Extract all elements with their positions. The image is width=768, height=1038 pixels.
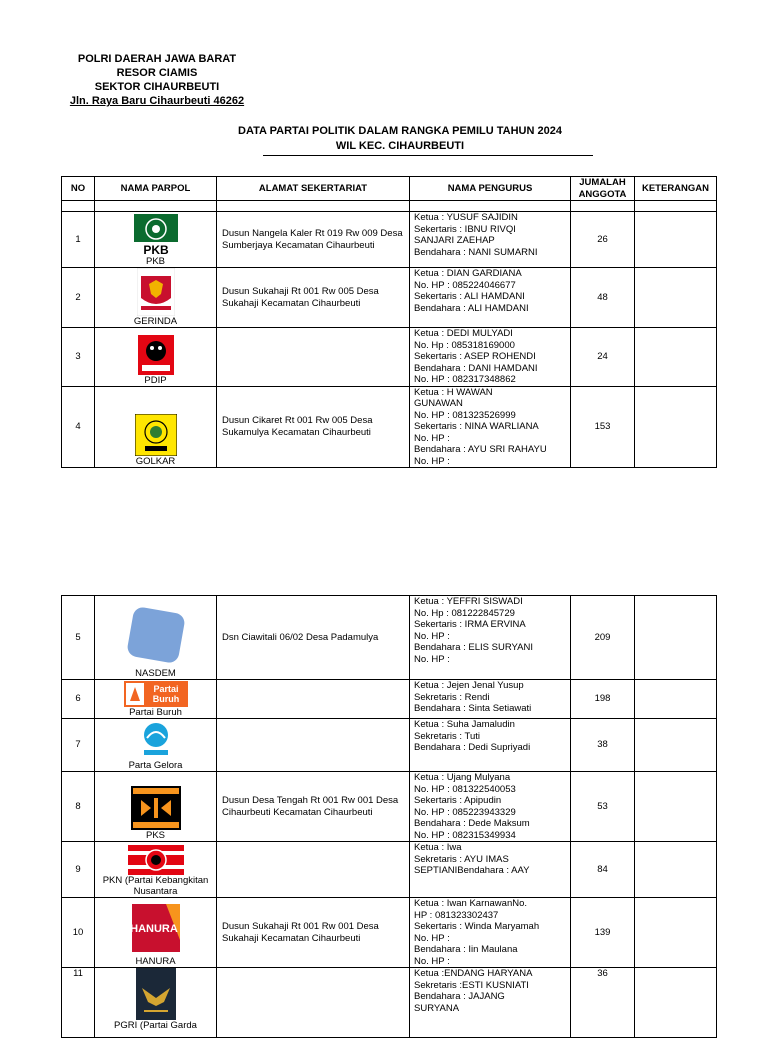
pengurus-line: Sekretaris : Tuti (414, 730, 480, 742)
row-party (95, 719, 217, 772)
svg-text:HANURA: HANURA (129, 923, 178, 935)
table-spacer-row (62, 201, 717, 212)
row-alamat: Dusun Cikaret Rt 001 Rw 005 Desa Sukamulya Kecamatan Cihaurbeuti (217, 386, 410, 468)
row-alamat: Dusun Nangela Kaler Rt 019 Rw 009 Desa Sumberjaya Kecamatan Cihaurbeuti (217, 212, 410, 268)
pengurus-line: Bendahara : NANI SUMARNI (414, 246, 538, 258)
letterhead-line2: RESOR CIAMIS (116, 67, 198, 79)
pengurus-line: No. HP : (414, 653, 450, 665)
row-keterangan (635, 719, 717, 772)
pengurus-line: No. HP : (414, 432, 450, 444)
pengurus-line: Bendahara : Iin Maulana (414, 944, 518, 955)
row-pengurus (410, 842, 571, 898)
party-name: NASDEM (135, 668, 176, 679)
row-jumlah: 53 (571, 772, 635, 842)
party-name: Parta Gelora (128, 760, 183, 771)
row-party (95, 386, 217, 468)
party-name: PGRI (Partai Garda (114, 1020, 197, 1031)
row-pengurus (410, 328, 571, 387)
party-name: PKS (145, 830, 165, 841)
row-jumlah: 48 (571, 268, 635, 328)
svg-text:PKB: PKB (142, 243, 169, 256)
pengurus-line: Ketua : YEFFRI SISWADI (414, 596, 523, 607)
party-name: PDIP (144, 374, 167, 386)
row-pengurus (410, 719, 571, 772)
col-pengurus-header: NAMA PENGURUS (410, 177, 571, 201)
row-alamat: Dusun Sukahaji Rt 001 Rw 005 Desa Sukahaji Kecamatan Cihaurbeuti (217, 268, 410, 328)
pengurus-line: No. HP : (414, 932, 450, 944)
row-alamat (217, 719, 410, 772)
pengurus-line: Ketua : Suha Jamaludin (414, 719, 515, 730)
pengurus-line: Ketua :ENDANG HARYANA (414, 968, 533, 979)
pengurus-line: Bendahara : Dedi Supriyadi (414, 742, 531, 753)
party-name: HANURA (135, 956, 176, 967)
row-keterangan (635, 898, 717, 968)
row-party (95, 328, 217, 387)
row-alamat: Dusun Sukahaji Rt 001 Rw 001 Desa Sukahaji Kecamatan Cihaurbeuti (217, 898, 410, 968)
row-keterangan (635, 328, 717, 387)
pengurus-line: Bendahara : Dede Maksum (414, 818, 530, 829)
party-name: Partai Buruh (129, 707, 182, 718)
party-table-1 (61, 176, 717, 468)
letterhead (62, 52, 252, 108)
pdip-logo-icon (138, 335, 174, 375)
table-header-row (62, 177, 717, 201)
pengurus-line: Sekertaris : Apipudin (414, 795, 502, 806)
row-jumlah: 36 (571, 968, 635, 1038)
nasdem-logo-icon (124, 606, 188, 668)
party-name: GOLKAR (135, 456, 176, 467)
pengurus-line: Sekertaris : Winda Maryamah (414, 921, 540, 932)
col-jumlah-line1: JUMALAH (579, 177, 626, 188)
row-no: 9 (62, 842, 95, 898)
row-party (95, 772, 217, 842)
table-row (62, 680, 717, 719)
buruh-logo-icon (124, 681, 188, 707)
hanura-logo-icon (130, 900, 182, 956)
table-row (62, 968, 717, 1038)
pengurus-line: Sekertaris : NINA WARLIANA (414, 421, 539, 432)
title-line1: DATA PARTAI POLITIK DALAM RANGKA PEMILU TAHUN 2024 (238, 125, 562, 137)
pengurus-line: SEPTIANIBendahara : AAY (414, 865, 530, 876)
row-jumlah: 26 (571, 212, 635, 268)
col-ket-header: KETERANGAN (635, 177, 717, 201)
svg-text:Buruh: Buruh (152, 694, 179, 704)
col-jumlah-line2: ANGGOTA (578, 188, 627, 200)
pengurus-line: Sekertaris : ASEP ROHENDI (414, 351, 536, 362)
pengurus-line: No. HP : 085223943329 (414, 806, 516, 818)
row-alamat (217, 680, 410, 719)
row-alamat (217, 842, 410, 898)
row-no: 7 (62, 719, 95, 772)
party-name: PKB (145, 256, 165, 267)
gelora-logo-icon (141, 720, 171, 760)
golkar-logo-icon (135, 414, 177, 456)
pengurus-line: Bendahara : ALI HAMDANI (414, 302, 529, 314)
pengurus-line: Ketua : Ujang Mulyana (414, 772, 511, 783)
table-row (62, 898, 717, 968)
row-keterangan (635, 268, 717, 328)
pks-logo-icon (131, 786, 181, 830)
pengurus-line: No. HP : (414, 630, 450, 642)
pengurus-line: Bendahara : JAJANG (414, 991, 505, 1002)
pengurus-line: SANJARI ZAEHAP (414, 235, 495, 246)
row-jumlah: 38 (571, 719, 635, 772)
col-jumlah-header (571, 177, 635, 201)
document-title (200, 124, 600, 154)
row-no: 10 (62, 898, 95, 968)
party-name: GERINDA (133, 316, 178, 327)
table-row (62, 596, 717, 680)
pengurus-line: Bendahara : Sinta Setiawati (414, 703, 532, 714)
row-pengurus (410, 680, 571, 719)
pkb-logo-icon (134, 214, 178, 256)
row-no: 11 (62, 968, 95, 1038)
row-no: 6 (62, 680, 95, 719)
row-no: 4 (62, 386, 95, 468)
row-alamat (217, 328, 410, 387)
row-no: 2 (62, 268, 95, 328)
col-no-header: NO (62, 177, 95, 201)
title-underline (263, 155, 593, 156)
letterhead-line3: SEKTOR CIHAURBEUTI (94, 81, 220, 93)
row-pengurus (410, 386, 571, 468)
row-jumlah: 209 (571, 596, 635, 680)
pengurus-line: Ketua : H WAWAN (414, 386, 493, 398)
pengurus-line: No. HP : 085224046677 (414, 279, 516, 291)
table-row (62, 328, 717, 387)
row-pengurus (410, 898, 571, 968)
row-party (95, 842, 217, 898)
row-no: 3 (62, 328, 95, 387)
row-no: 8 (62, 772, 95, 842)
row-no: 1 (62, 212, 95, 268)
pengurus-line: Sekretaris : Rendi (414, 691, 490, 703)
row-party (95, 268, 217, 328)
row-party (95, 212, 217, 268)
table-row (62, 268, 717, 328)
table-row (62, 386, 717, 468)
pengurus-line: SURYANA (414, 1002, 460, 1014)
row-pengurus (410, 268, 571, 328)
pengurus-line: No. HP : (414, 955, 450, 967)
pengurus-line: Ketua : Iwan KarnawanNo. (414, 898, 528, 909)
row-party (95, 898, 217, 968)
row-alamat: Dsn Ciawitali 06/02 Desa Padamulya (217, 596, 410, 680)
table-row (62, 212, 717, 268)
pengurus-line: No. Hp : 085318169000 (414, 339, 515, 351)
pengurus-line: Bendahara : DANI HAMDANI (414, 362, 538, 374)
row-jumlah: 84 (571, 842, 635, 898)
pengurus-line: Sekretaris :ESTI KUSNIATI (414, 979, 529, 991)
col-nama-header: NAMA PARPOL (95, 177, 217, 201)
row-pengurus (410, 212, 571, 268)
col-alamat-header: ALAMAT SEKERTARIAT (217, 177, 410, 201)
letterhead-address: Jln. Raya Baru Cihaurbeuti 46262 (69, 95, 245, 107)
row-alamat (217, 968, 410, 1038)
party-name: PKN (Partai Kebangkitan Nusantara (102, 875, 209, 897)
table-row (62, 772, 717, 842)
row-keterangan (635, 680, 717, 719)
svg-text:Partai: Partai (152, 684, 179, 694)
letterhead-line1: POLRI DAERAH JAWA BARAT (77, 53, 237, 65)
garuda-logo-icon (136, 968, 176, 1020)
pengurus-line: Ketua : DIAN GARDIANA (414, 268, 522, 279)
table-row (62, 842, 717, 898)
pengurus-line: Bendahara : AYU SRI RAHAYU (414, 444, 547, 455)
row-jumlah: 153 (571, 386, 635, 468)
party-table-2 (61, 595, 717, 1038)
row-pengurus (410, 772, 571, 842)
row-pengurus (410, 968, 571, 1038)
pengurus-line: Bendahara : ELIS SURYANI (414, 642, 533, 653)
row-keterangan (635, 968, 717, 1038)
row-jumlah: 198 (571, 680, 635, 719)
row-jumlah: 24 (571, 328, 635, 387)
row-no: 5 (62, 596, 95, 680)
pengurus-line: Sekertaris : IRMA ERVINA (414, 619, 526, 630)
gerindra-logo-icon (137, 268, 175, 316)
pengurus-line: Ketua : DEDI MULYADI (414, 328, 513, 339)
pkn-logo-icon (128, 845, 184, 875)
pengurus-line: No. HP : 082315349934 (414, 829, 516, 841)
pengurus-line: Sekretaris : AYU IMAS (414, 853, 509, 865)
pengurus-line: No. HP : 081323526999 (414, 409, 516, 421)
row-jumlah: 139 (571, 898, 635, 968)
row-keterangan (635, 772, 717, 842)
pengurus-line: Ketua : Jejen Jenal Yusup (414, 680, 524, 691)
row-keterangan (635, 596, 717, 680)
pengurus-line: Sekertaris : ALI HAMDANI (414, 291, 525, 302)
pengurus-line: No. HP : 081322540053 (414, 783, 516, 795)
pengurus-line: Ketua : Iwa (414, 842, 462, 853)
pengurus-line: HP : 081323302437 (414, 909, 499, 921)
pengurus-line: Sekertaris : IBNU RIVQI (414, 223, 516, 235)
row-keterangan (635, 386, 717, 468)
pengurus-line: No. HP : (414, 455, 450, 467)
row-party (95, 680, 217, 719)
title-line2: WIL KEC. CIHAURBEUTI (335, 140, 465, 152)
row-pengurus (410, 596, 571, 680)
row-keterangan (635, 212, 717, 268)
row-alamat: Dusun Desa Tengah Rt 001 Rw 001 Desa Cihaurbeuti Kecamatan Cihaurbeuti (217, 772, 410, 842)
pengurus-line: No. HP : 082317348862 (414, 374, 516, 385)
pengurus-line: GUNAWAN (414, 398, 463, 409)
row-keterangan (635, 842, 717, 898)
table-row (62, 719, 717, 772)
pengurus-line: No. Hp : 081222845729 (414, 607, 515, 619)
pengurus-line: Ketua : YUSUF SAJIDIN (414, 212, 518, 223)
row-party (95, 596, 217, 680)
row-party (95, 968, 217, 1038)
